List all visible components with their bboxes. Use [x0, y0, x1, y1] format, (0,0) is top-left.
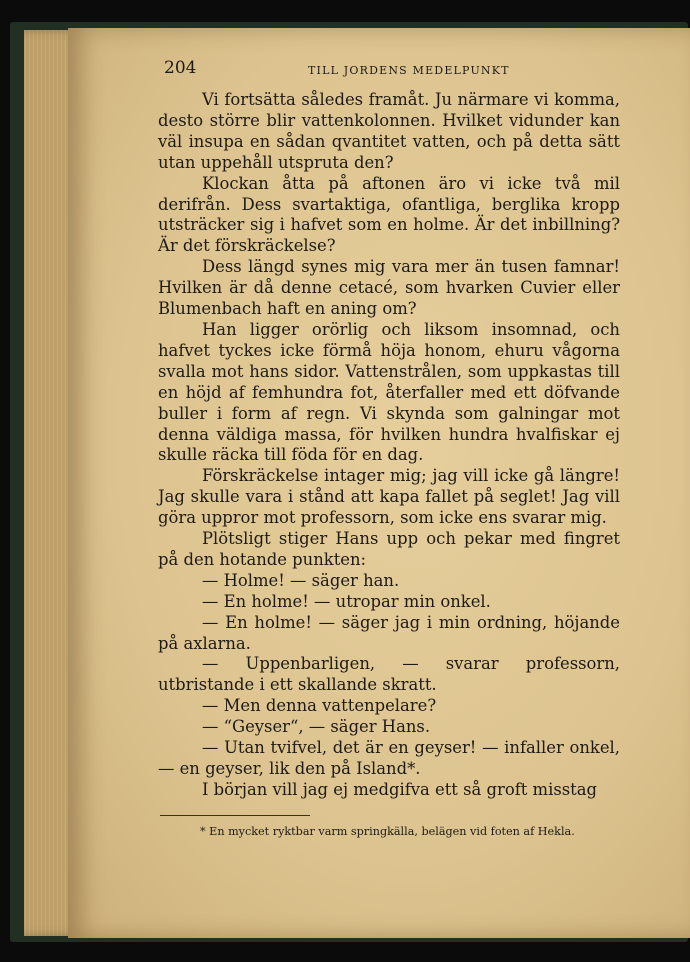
paragraph: I början vill jag ej medgifva ett så groft misstag	[202, 779, 598, 799]
paragraph: Klockan åtta på aftonen äro vi icke två mil derifrån. Dess svartaktiga, ofantliga, berglika kropp utsträcker sig i hafvet som en holme. Är det inbillning? Är det förskräckelse?	[158, 173, 620, 256]
footnote: * En mycket ryktbar varm springkälla, belägen vid foten af Hekla.	[200, 825, 575, 838]
book-page	[68, 28, 690, 938]
body-text	[158, 90, 620, 801]
dialogue-line: — Holme! — säger han.	[202, 570, 400, 590]
dialogue-line: — En holme! — utropar min onkel.	[202, 591, 491, 611]
dialogue-line: — En holme! — säger jag i min ordning, höjande på axlarna.	[158, 612, 620, 653]
paragraph: Han ligger orörlig och liksom insomnad, och hafvet tyckes icke förmå höja honom, ehuru vågorna svalla mot hans sidor. Vattenstrålen, som uppkastas till en höjd af femhundra fot, återfaller med ett döfvande buller i form af regn. Vi skynda som galningar mot denna väldiga massa, för hvilken hundra hvalfiskar ej skulle räcka till föda för en dag.	[158, 319, 620, 465]
paragraph: Förskräckelse intager mig; jag vill icke gå längre! Jag skulle vara i stånd att kapa fallet på seglet! Jag vill göra uppror mot professorn, som icke ens svarar mig.	[158, 466, 620, 528]
dialogue-line: — Men denna vattenpelare?	[202, 696, 437, 716]
dialogue-line: — Utan tvifvel, det är en geyser! — infaller onkel, — en geyser, lik den på Island*.	[158, 738, 620, 778]
paragraph: Dess längd synes mig vara mer än tusen famnar! Hvilken är då denne cetacé, som hvarken Cuvier eller Blumenbach haft en aning om?	[158, 257, 620, 319]
paragraph: Plötsligt stiger Hans upp och pekar med fingret på den hotande punkten:	[158, 529, 620, 569]
page-number: 204	[164, 58, 197, 78]
dialogue-line: — “Geyser“, — säger Hans.	[202, 717, 431, 737]
paragraph: Vi fortsätta således framåt. Ju närmare vi komma, desto större blir vattenkolonnen. Hvilket vidunder kan väl insupa en sådan qvantitet vatten, och på detta sätt utan uppehåll utspruta den?	[158, 90, 620, 172]
dialogue-line: — Uppenbarligen, — svarar professorn, utbristande i ett skallande skratt.	[158, 654, 620, 695]
footnote-rule	[160, 815, 310, 816]
running-head: TILL JORDENS MEDELPUNKT	[308, 64, 510, 77]
